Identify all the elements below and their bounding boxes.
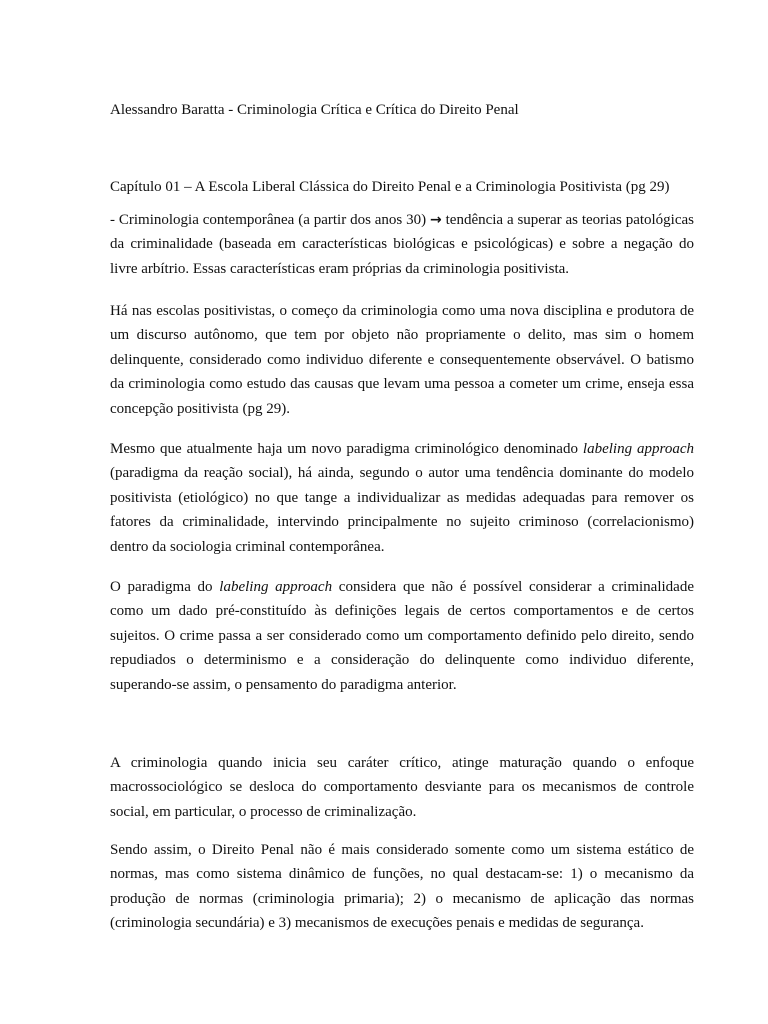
paragraph-3 [110, 437, 694, 559]
document-title: Alessandro Baratta - Criminologia Crítica e Crítica do Direito Penal [110, 102, 519, 118]
paragraph-4-italic-term: labeling approach [219, 579, 333, 595]
paragraph-4 [110, 575, 694, 697]
paragraph-4-text-a: O paradigma do [110, 579, 220, 595]
paragraph-2: Há nas escolas positivistas, o começo da criminologia como uma nova disciplina e produtora de um discurso autônomo, que tem por objeto não propriamente o delito, mas sim o homem delinquente, considerado como individuo diferente e consequentemente observável. O batismo da criminologia como estudo das causas que levam uma pessoa a cometer um crime, enseja essa concepção positivista (pg 29). [110, 303, 694, 417]
paragraph-1 [110, 208, 694, 281]
paragraph-6: Sendo assim, o Direito Penal não é mais considerado somente como um sistema estático de normas, mas como sistema dinâmico de funções, no qual destacam-se: 1) o mecanismo da produção de normas (criminologia primaria); 2) o mecanismo de aplicação das normas (criminologia secundária) e 3) mecanismos de execuções penais e medidas de segurança. [110, 842, 694, 932]
paragraph-1-text-a: - Criminologia contemporânea (a partir dos anos 30) [110, 212, 431, 228]
paragraph-1-text-b: tendência a superar as teorias patológicas da criminalidade (baseada em características biológicas e psicológicas) e sobre a negação do livre arbítrio. Essas características eram próprias da criminologia positivista. [110, 212, 695, 277]
paragraph-3-text-b: (paradigma da reação social), há ainda, segundo o autor uma tendência dominante do modelo positivista (etiológico) no que tange a individualizar as medidas adequadas para remover os fatores da criminalidade, intervindo principalmente no sujeito criminoso (correlacionismo) dentro da sociologia criminal contemporânea. [110, 465, 694, 555]
paragraph-3-text-a: Mesmo que atualmente haja um novo paradigma criminológico denominado [110, 441, 583, 457]
paragraph-4-text-b: considera que não é possível considerar a criminalidade como um dado pré-constituído às definições legais de certos comportamentos e de certos sujeitos. O crime passa a ser considerado como um comportamento definido pelo direito, sendo repudiados o determinismo e a consideração do delinquente como individuo diferente, superando-se assim, o pensamento do paradigma anterior. [110, 579, 694, 693]
arrow-right-icon: → [430, 212, 442, 228]
chapter-heading: Capítulo 01 – A Escola Liberal Clássica do Direito Penal e a Criminologia Positivista (pg 29) [110, 179, 670, 195]
paragraph-3-italic-term: labeling approach [582, 441, 694, 457]
paragraph-5: A criminologia quando inicia seu caráter crítico, atinge maturação quando o enfoque macrossociológico se desloca do comportamento desviante para os mecanismos de controle social, em particular, o processo de criminalização. [110, 755, 694, 820]
